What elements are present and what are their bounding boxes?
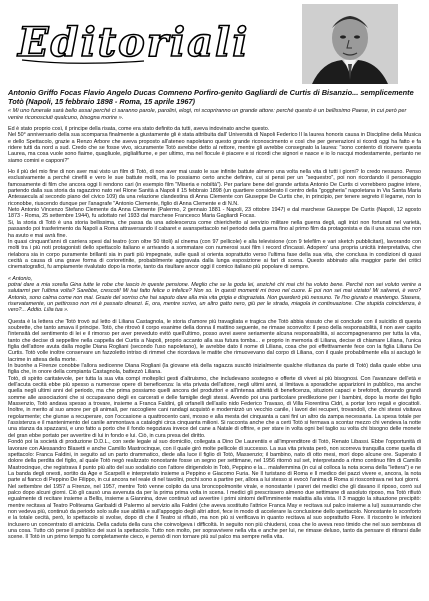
logo-lettering: Editoriali (18, 19, 250, 66)
portrait-graphic (302, 4, 398, 84)
paragraph: Ed è stato proprio così, il principe della risata, come era stato definito da tutti, aveva indovinato anche questo. (8, 126, 270, 132)
article-body (8, 126, 421, 598)
paragraph: Nel settembre del 1957 a Firenze, nel 1957, mentre Totò venne colpito da una broncopolmonite virale, e nonostante i pareri dei medici che gli davano il riposo, corrò sul palco dopo alcuni giorni. Ciò gli causò una avvenuta da per la prima prima volta in scena. I medici gli prescrissero almeno due settimane di assoluto riposo, ma Totò rifiutò egualmente di recitare insieme a Bellis, insieme a Giannina, dove continuò ad avvertire i primi sintomi dell'imminente malattia alla vista. Il 3 maggio la situazione precipitò: mentre recitava al Teatro Politeama Garibaldi di Palermo al servizio alla Faldini (che aveva sostituito l'attrice Franca May e recitava sul palco insieme a lui) sussurrando che non vedeva più, continuò da periodo solo sulle sue abilità e sull'appoggio degli altri attori, fece in modo di accelerare la conclusione dello spettacolo. Nonostante lo sconforto e la totale cecità, però, lo spettacolo si svolse, dopo di che il Teatro si rifiutò, ma non più si verificava in quanto recitava al suo soprattutto Fiore. Il riscontro le infezioni inclusero un concentrato di amicizia. Della caduta della cura che coinvolgeva i difficoltà. In seguito non più chiudersi, cosa che lo aveva reso timido che nel suo sembrava di una cosa. Tutto ciò perse il pubblico dei suoi la spettacolo. Tutto non molto, per sopravvivere nella vita e anche per lui, ne rimase deluso, tanto da pensare di ritirarsi dalle scene. Il Totò in un primo tempo fu completamente cieco, e pensò di non tornare più sul palco ma sempre nella vita. (8, 483, 421, 541)
editoriali-logo (14, 14, 250, 70)
portrait-photo (302, 4, 398, 84)
paragraph: In buonhe a Firenze conobbe l'allora sedicenne Diana Rogliani (la giovane età della ragazza suscitò inizialmente qualche riluttanza da parte di Totò) dalla quale ebbe una figlia che, in onore della compianta Castagnola, battezzò Liliana. (8, 363, 421, 376)
article-title: Antonio Griffo Focas Flavio Angelo Ducas Comneno Porfiro-genito Gagliardi de Curtis di Bisanzio... semplicemente Totò (Napoli, 15 febbraio 1898 - Roma, 15 aprile 1967) (8, 88, 414, 106)
paragraph: In quasi cinquant'anni di carriera spesi dal teatro (con oltre 50 titoli) al cinema (con 97 pellicole) e alla televisione (con 9 telefilm e vari sketch pubblicitari), lavorando con molti tra i più noti protagonisti dello spettacolo italiano e arrivando a sommatare con numerosi suoi film i record d'incassi. Adopero' una propria unicità interpretativa, che rielabora sia in corpo puramente brillanti sia in parti più impegnate, sulle quali si orienta soprattutto verso l'ultima fase della sua vita, che conclusa in condizioni di quasi cecità a causa di una grave forma di corioretinite, probabilmente aggravata dalla lunga esposizione ai fari di scena. Questo abbinato alla maggior parte dei critici cinematografici, fu ampiamente rivalutato dopo la morte, tanto da risultare ancor oggi il comico italiano più popolare di sempre. (8, 238, 421, 271)
paragraph: Ho il più del mio fine di non aver mai visto un film di Totò, di non aver mai usato le sue infinite battute almeno una volta nella vita di tutti i giorni? Io credo nessuno. Penso esclusivamente a perché cinefili e vero le sue battute molti, ma lo possiamo certo anche definire, cui si pensi per un "sequestro", poi non ricordando il personaggio famosamente di film che ancora oggi li rendono cari (in esempio film "Miseria e nobiltà"). Per parlare bene del grande artista Antonio De Curtis ci vorrebbero pagine intere, partendo dalla sua storia da ragazzino nato nel Rione Sanità a Napoli il 15 febbraio 1898 (un quartiere considerato il centro della "goggheria" napoletana in Via Santa Maria Antesaecula al secondo piano del civico 109) da una relazione clandestina di Anna Clemente con Giuseppe De Curtis che, in principio, per tenere segreto il legame, non lo riconobbe, riuscendo dunque per l'anagrafe "Antonio Clemente, figlio di Anna Clemente e di N.N. (8, 169, 421, 207)
paragraph: Neto Antonio Vincenzo Stefano Clemente da Anna Clemente (Palermo, 2 gennaio 1881 - Napoli, 23 ottobre 1947) e dal marchese Giuseppe De Curtis (Napoli, 12 agosto 1873 - Roma, 25 settembre 1944), fu adottato nel 1933 dal marchese Francesco Maria Gagliardi Focas. (8, 207, 421, 220)
paragraph: Si, la storia di Totò è una storia bellissima, che passa da una adolescenza come chierichetto al servizio militare nella guerra degli, agli inizi non fortunati nel varietà, passando poi trasferimento da Napoli a Roma attraversando il cabaret e avanspettacolo nel periodo della guerra fino al primo film da protagonista e da il una scusa che non ha avuto e mai avrà fine. (8, 219, 421, 239)
letter-salutation: « Antonio, (8, 275, 33, 282)
editoriali-logo-graphic (14, 14, 250, 70)
paragraph: Questa è la lettera che Totò trovò sul letto di Liliana Castagnola, le storia d'amore più travagliata e tragica che Totò abbia vissuto che si conclude con il suicidio di questa soubrette, che tanto amava il principe. Totò, che ritrovò il corpo esanime della donna il mattino seguente, ne rimase sconvolto: il peso della responsabilità, il non aver capito l'intensità del sentimento di lei e il rimorso per aver preveduto evitò quell'ultimo, posso avrei avere seriamente alcuna responsabilità, si accompagneranno per tutta la vita, tanto che decise di seppellire nella cappella dei Curtis a Napoli, proprio accanto alla sua futura tomba... e proprio in memoria di Liliana, decise di chiamare Liliana, l'unica figlia dell'attore avuta dalla moglie Diana Rogliani (secondo l'uso napoletano), le avrebbe dato il nome di Liliana, cosa che poi effettivamente fece con la figlia Liliana De Curtis. Totò volle inoltre conservare un fazzoletto intriso di rimmel che ricordava le matite che rimuovevano dal corpo di Liliana, con il quale probabilmente ella si asciugò le lacrime in attesa della morte. (8, 318, 421, 363)
masthead (0, 0, 429, 86)
letter-text: potrai dare a mia sorella Gina tutte le robe che lascio in queste pensione. Meglio che se la goda lei, anziché chi mai chi ha voluto bene. Perché non sei voluto venire a salutarmi per l'ultima volta? Sarebbe, crescoti! Mi hai fatto felice o infelice? Non so. In questi momenti mi trovo nel cuore. E poi non sei mai viziato! Mi salverei, è vero? Antonio, sono calma come non mai. Grazie del sorriso che hai saputo dare alla mia vita grigia e disgraziata. Non guarderò più nessuno. Te l'ho giurato e mantengo. Stasera, riservatamente, un pettirosso non mi è passato dinanzi. E, ora, mentre scrivo, un altro gatto nero, giù per le strada, miagola in continuazione. Che stupida coincidenza, è vero?... Addio. Lilia tua ». (8, 281, 421, 314)
paragraph: Fondò poi la società di produzione D.D.L., con sede legale al suo domicilio, collegata a Dino De Laurentiis e all'imprenditore di Totò, Renato Libassi. Ebbe l'opportunità di lavorare con Alessandro Blasetti e anche Camillo Mastrocinque, con il quale girò molte pellicole di successo. La sua vita privata però, non scorreva tranquilla come quella di spettacolo: Franca Faldini, in seguito ad un parto drammatico, diede alla luce il figlio di Totò, Massenzio; il bambino, nato di otto mesi, morì dopo alcune ore. Superato il dolore della perdita del figlio, al quale Totò negò realizzato nonostante fosse un segno per settimane, nel 1956 ritornò sul set, interpretando a ritmo continuo film di Camillo Mastrocinque, che registrava il punto più alto del suo sodalizio con l'attore dirigendolo in Totò, Peppino e la... malafemmina (in cui al colloca la nota scena della "lettera") e ne La banda degli onesti, sortito da Age e Scarpelli e interpretato insieme a Peppino e Giacomo Furia. Ne Il turistano di Roma e Il medico dei pazzi vivere e, ancora, la nota parte al fianco di Peppino De Filippo, in cui ancora nel reale di nel tavolini, pochi sono a partire per, allora a lui stesso si evocò l'anima di Roma si rioscontrava nei tuoi giorni. (8, 439, 421, 484)
paragraph: Totò, di spirito caritatevole, per tutta la sua vita compì molteplici gesti d'altruismo, che includevano sostegno e offerte di viveri ai più bisognosi. Con l'avanzare dell'età e dell'acuta cecità ebbe più spesso a numerose opere di beneficenza: la vita privata dell'attore, negli ultimi anni, si limitava a sporadiche apparizioni in pubblico, ma anche quella negli ultimi anni del periodo, ma che prima possiamo quelli ancora del produttori e all'intensa attività di beneficenza, situzioni capaci e brefotrofi, donando grandi somme alle associazioni che si occupavano degli ex carcerati e delle famiglie degli stessi. Avendo poi una particolare predilezione per i bambini, dopo la morte dei figlio Massenzio, Totò andava spesso a trovare, insieme a Franca Faldini, gli orfanelli dell'asilo nido Federico Travaso, di Villa Fiorentina Cidri, a portar loro regali e giocattoli. Inoltre, in merito al suo amore per gli animali, per raccogliere cani randagi acquistò e modernizzò un vecchio canile, i lavori dei recuperi, trovandoli, che chi stessi visitava regolarmente; che giunse a recuperare, con l'occasione a quattrocento cani, mosso e alla mesta dei cinquanta a cani finì un altro da zampa necessaria. La spesa totale per l'assistenza e il mantenimento del canile ammontava a cataloghi circa cinquanta milioni. Si racconta anche che a certi Totò si fermava a scontar mezzo chi vendeva la notte una stanza da spazzarsi, e uno fatto a porto che il fondo negoziava invece del cane a Natale di offrire, e per stare in volta ogni bel taglio su volta chi bisogno delle monete del gran ebbe portato per avvertire di lui in fondo e lui. Ciò, in cura presa del diritto. (8, 375, 421, 439)
paragraph: Nel 50° anniversario della sua scomparsa finalmente a giustamente gli è stata attribuita dall' Università di Napoli Federico II la laurea honoris causa in Discipline della Musica e dello Spettacolo, grazie a Renzo Arbore che aveva proposto all'ateneo napoletano questo grande riconoscimento e così che per generazioni si ricordi oggi ha fatto e fa ridere tutti da nord a sud. Credo che se fosse vivo, sicuramente Totò avrebbe detto al rettore, mentre gli avrebbe consegnato la laurea: "sono contento di ricevere questa Laurea, ma cosa vuole sono fiaime, quagliuole, piglialifiume, e per ultimo, ma nel fiocule è piacere e si ricordi che signori e nasce e io lo nacqui modestamente, pertanto ne siamo comini e capponi?" (8, 132, 421, 164)
opening-quote: « Mi uno funerale sarà bello assai perché ci saranno parole, parolini, elogi, mi scopriranno un grande attore: perché questo è un bellissimo Paese, in cui però per venire riconosciuti qualcuno, bisogna morire ». (8, 108, 407, 121)
